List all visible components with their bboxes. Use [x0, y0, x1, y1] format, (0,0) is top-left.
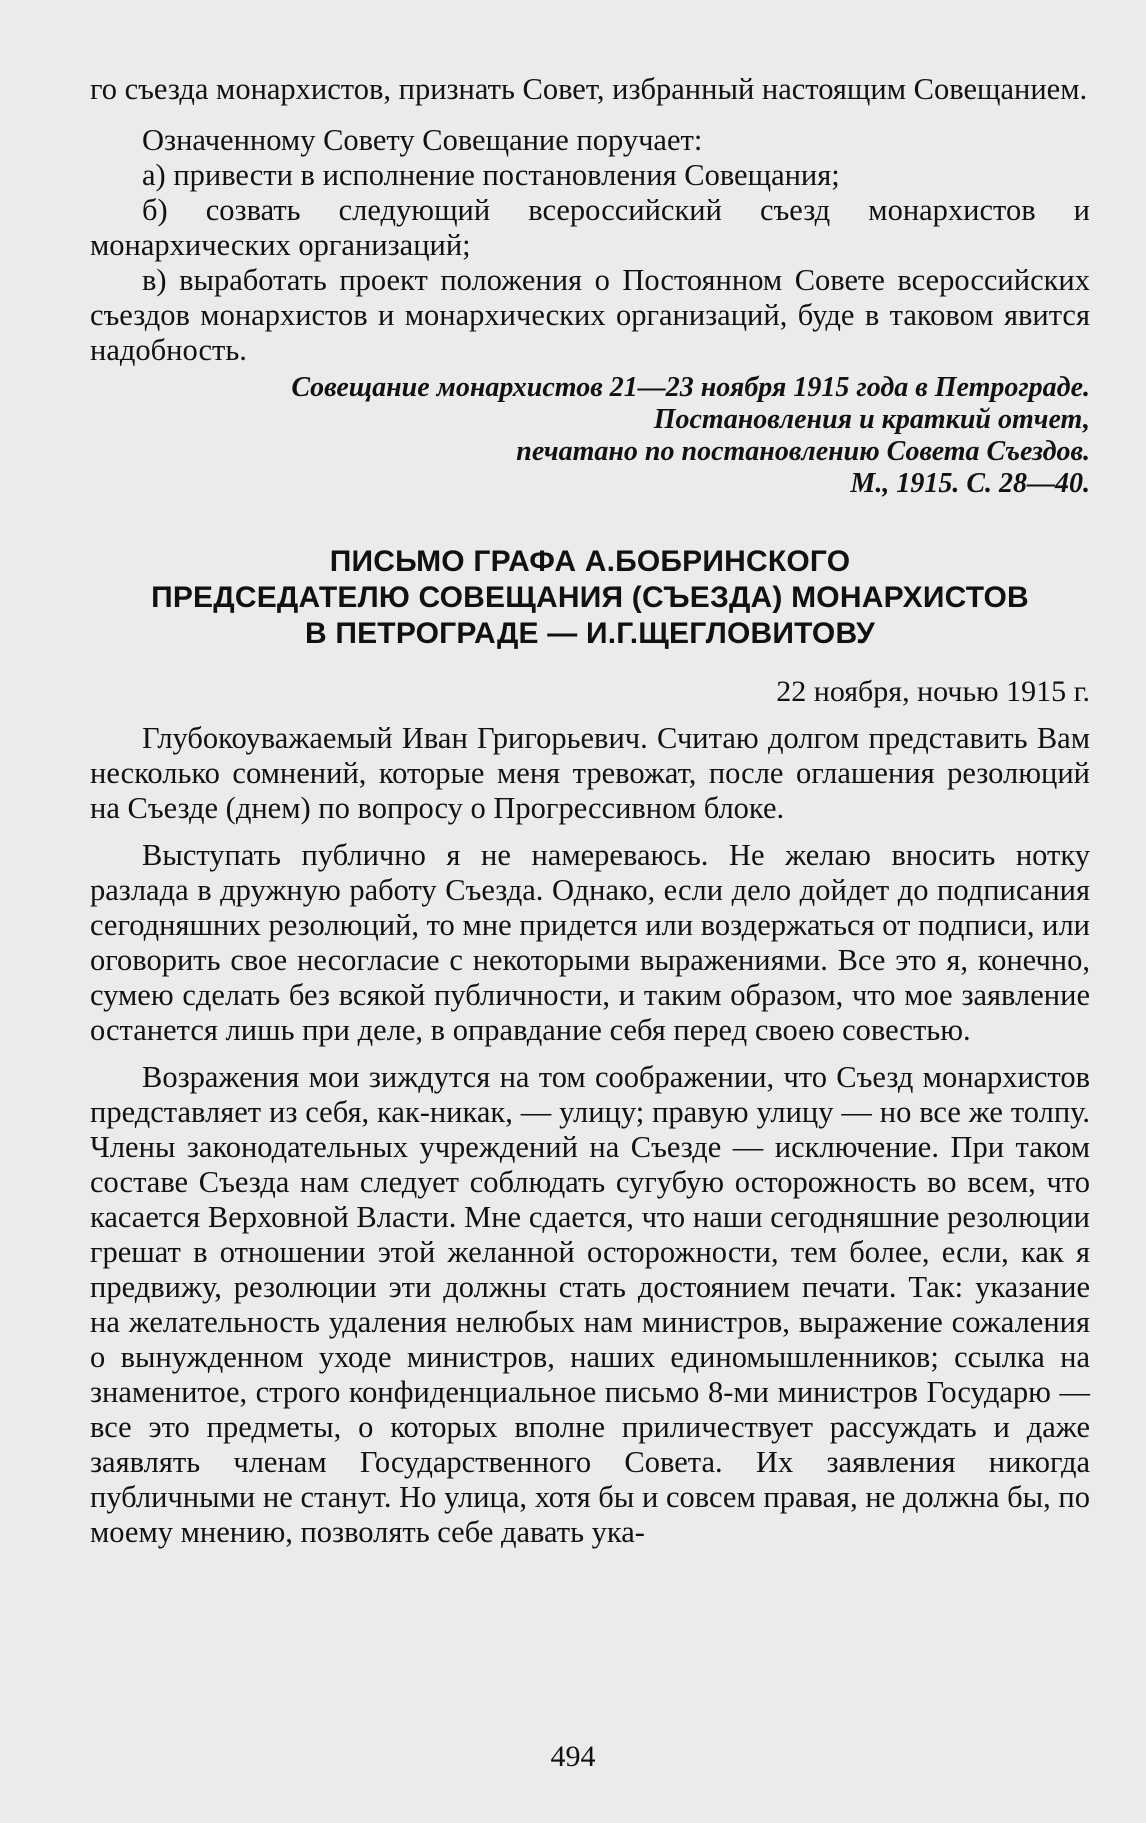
charge-item-b: б) созвать следующий всероссийский съезд монархистов и монархических организаций; [90, 193, 1090, 262]
letter-date: 22 ноября, ночью 1915 г. [776, 675, 1090, 708]
letter-paragraph: Выступать публично я не намереваюсь. Не желаю вносить нотку разлада в дружную работу Съезда. Однако, если дело дойдет до подписания сегодняшних резолюций, то мне придется или воздержаться от подписи, или оговорить свое несогласие с некоторыми выражениями. Все это я, конечно, сумею сделать без всякой публичности, и таким образом, что мое заявление останется лишь при деле, в оправдание себя перед своею совестью. [90, 838, 1090, 1047]
document-page [90, 72, 1090, 1772]
charge-item-a: а) привести в исполнение постановления Совещания; [142, 158, 840, 192]
letter-paragraph: Глубокоуважаемый Иван Григорьевич. Считаю долгом представить Вам несколько сомнений, которые меня тревожат, после оглашения резолюций на Съезде (днем) по вопросу о Прогрессивном блоке. [90, 721, 1090, 825]
page-number: 494 [550, 1740, 596, 1773]
heading-line: В ПЕТРОГРАДЕ — И.Г.ЩЕГЛОВИТОВУ [304, 617, 876, 650]
charge-item-c: в) выработать проект положения о Постоянном Совете всероссийских съездов монархистов и монархических организаций, буде в таковом явится надобность. [90, 263, 1090, 367]
heading-line: ПРЕДСЕДАТЕЛЮ СОВЕЩАНИЯ (СЪЕЗДА) МОНАРХИСТОВ [151, 581, 1029, 614]
source-line: М., 1915. С. 28—40. [850, 468, 1090, 499]
source-line: Постановления и краткий отчет, [653, 404, 1090, 435]
document-heading [90, 544, 1090, 652]
source-citation [90, 372, 1090, 500]
charge-intro: Означенному Совету Совещание поручает: [142, 123, 703, 157]
source-line: Совещание монархистов 21—23 ноября 1915 года в Петрограде. [291, 372, 1090, 403]
letter-paragraph: Возражения мои зиждутся на том соображении, что Съезд монархистов представляет из себя, как-никак, — улицу; правую улицу — но все же толпу. Члены законодательных учреждений на Съезде — исключение. При таком составе Съезда нам следует соблюдать сугубую осторожность во всем, что касается Верховной Власти. Мне сдается, что наши сегодняшние резолюции грешат в отношении этой желанной осторожности, тем более, если, как я предвижу, резолюции эти должны стать достоянием печати. Так: указание на желательность удаления нелюбых нам министров, выражение сожаления о вынужденном уходе министров, наших единомышленников; ссылка на знаменитое, строго конфиденциальное письмо 8-ми министров Государю — все это предметы, о которых вполне приличествует рассуждать и даже заявлять членам Государственного Совета. Их заявления никогда публичными не станут. Но улица, хотя бы и совсем правая, не должна бы, по моему мнению, позволять себе давать ука- [90, 1060, 1090, 1549]
continuation-paragraph: го съезда монархистов, признать Совет, избранный настоящим Совещанием. [90, 72, 1088, 106]
source-line: печатано по постановлению Совета Съездов. [516, 436, 1090, 467]
heading-line: ПИСЬМО ГРАФА А.БОБРИНСКОГО [329, 545, 851, 578]
